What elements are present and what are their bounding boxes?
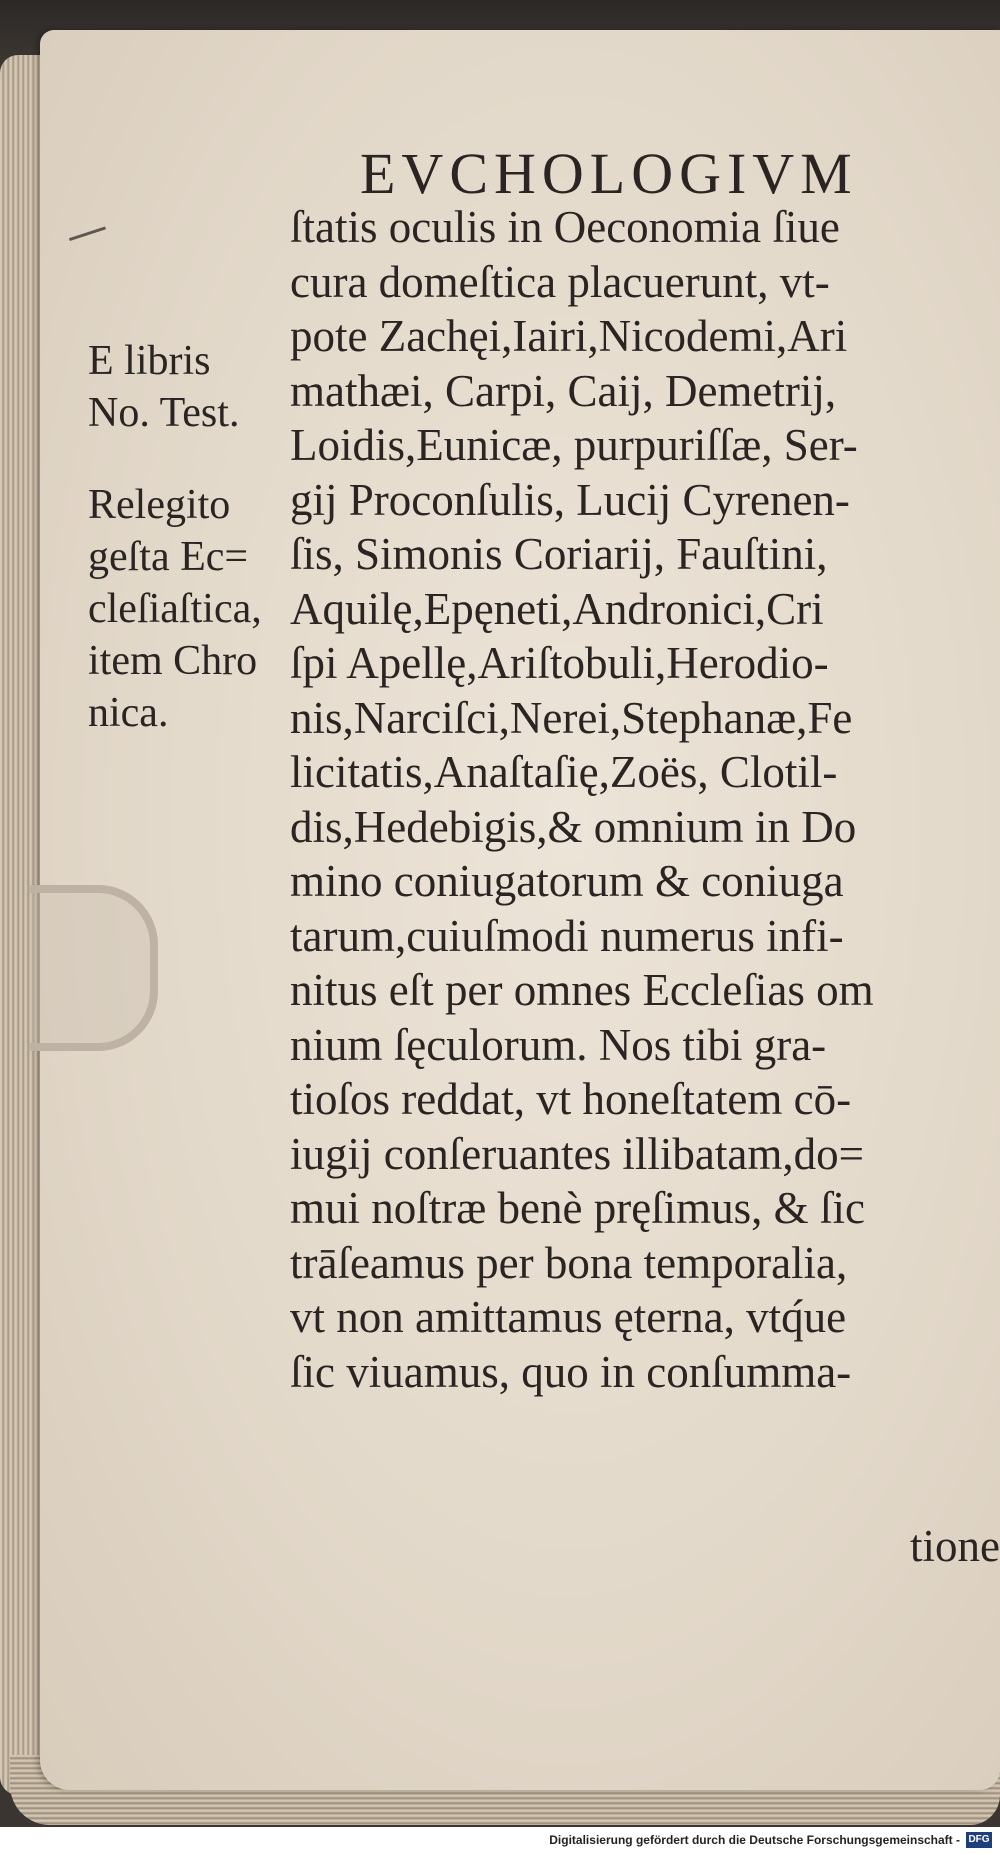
footer-credit: Digitalisierung gefördert durch die Deutsche Forschungsgemeinschaft - [549,1833,960,1847]
margin-note-line: cleſiaſtica, [88,586,262,632]
text-line: pote Zachęi,Iairi,Nicodemi,Ari [290,311,848,361]
body-text [290,200,980,1399]
text-line: ſpi Apellę,Ariſtobuli,Herodio- [290,638,829,688]
text-line: licitatis,Anaſtaſię,Zoës, Clotil- [290,747,838,797]
running-header: EVCHOLOGIVM [360,141,858,206]
text-line: ſic viuamus, quo in conſumma- [290,1346,852,1397]
text-line: gij Proconſulis, Lucij Cyrenen- [290,474,850,525]
footer-bar [0,1827,1000,1855]
text-line: mui noſtræ benè pręſimus, & ſic [290,1183,865,1233]
text-line: iugij conſeruantes illibatam,do= [290,1128,864,1179]
text-line: nium ſęculorum. Nos tibi gra- [290,1019,827,1070]
text-line: mathæi, Carpi, Caij, Demetrij, [290,365,837,416]
text-line: trāſeamus per bona temporalia, [290,1237,848,1288]
text-line: Loidis,Eunicæ, purpuriſſæ, Ser- [290,420,858,470]
margin-note-line: Relegito [88,482,231,528]
margin-note-line: item Chro [88,638,258,684]
text-line: nis,Narciſci,Nerei,Stephanæ,Fe [290,692,853,743]
margin-note-line: nica. [88,690,169,736]
text-line: Aquilę,Epęneti,Andronici,Cri [290,583,824,634]
text-line: tarum,cuiuſmodi numerus infi- [290,910,844,961]
margin-note-line: No. Test. [88,390,240,436]
text-line: vt non amittamus ęterna, vtq́ue [290,1292,847,1342]
text-line: dis,Hedebigis,& omnium in Do [290,801,857,852]
margin-note-line: geſta Ec= [88,534,249,580]
text-line: tioſos reddat, vt honeſtatem cō- [290,1074,852,1124]
margin-note-line: E libris [88,338,211,384]
margin-note-spacer [88,439,298,479]
text-line: ſtatis oculis in Oeconomia ſiue [290,202,840,252]
margin-notes [88,335,298,739]
text-line: nitus eſt per omnes Eccleſias om [290,965,874,1015]
text-line: ſis, Simonis Coriarij, Fauſtini, [290,529,828,579]
catchword: tione [910,1521,1000,1571]
dfg-logo: DFG [966,1832,992,1848]
text-line: mino coniugatorum & coniuga [290,856,844,906]
page-clip [30,885,158,1051]
text-line: cura domeſtica placuerunt, vt- [290,256,830,307]
